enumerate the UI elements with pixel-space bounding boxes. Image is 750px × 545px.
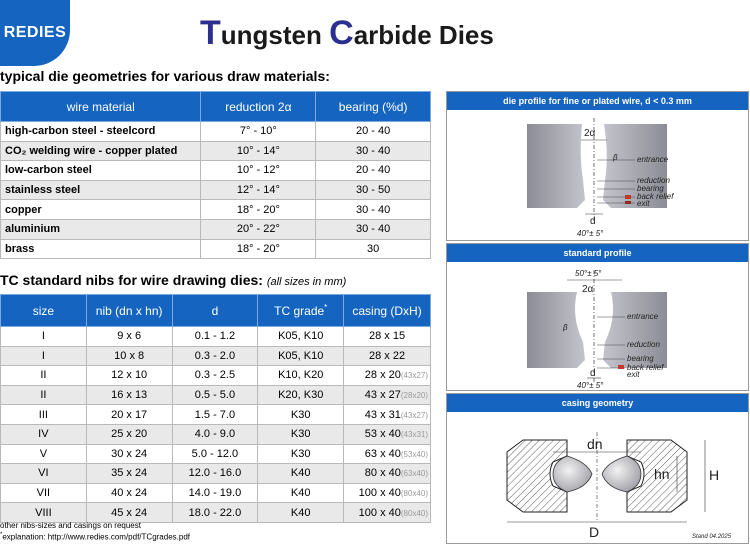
std-top-angle-label: 50°± 5° [575, 269, 602, 278]
header-wire-material: wire material [1, 92, 201, 122]
std-reduction-label: reduction [627, 340, 660, 349]
nibs-heading-note: (all sizes in mm) [266, 276, 347, 288]
casing-value: 43 x 27 [364, 389, 401, 402]
nib-cell: 9 x 6 [86, 327, 172, 347]
casing-alt-value: (28x20) [400, 391, 428, 401]
reduction-cell: 20° - 22° [201, 219, 316, 239]
casing-cell [344, 327, 431, 347]
footnote-other-sizes: other nibs-sizes and casings on request [0, 521, 141, 530]
nib-row [1, 405, 431, 425]
nib-cell: 40 x 24 [86, 483, 172, 503]
std-exit-label: exit [627, 370, 640, 379]
geometry-row [1, 161, 431, 181]
casing-alt-value: (53x40) [400, 449, 428, 459]
nib-row [1, 444, 431, 464]
fine-d-label: d [590, 216, 596, 227]
page-title [200, 14, 494, 53]
wire-material-cell: brass [1, 239, 201, 259]
wire-material-cell: aluminium [1, 219, 201, 239]
casing-alt-value: (80x40) [400, 508, 428, 518]
casing-cell [344, 444, 431, 464]
nib-cell: 25 x 20 [86, 424, 172, 444]
nib-right [602, 456, 641, 492]
header-nib: nib (dn x hn) [86, 295, 172, 327]
nib-cell: 10 x 8 [86, 346, 172, 366]
nib-row [1, 483, 431, 503]
nib-row [1, 346, 431, 366]
bearing-cell: 20 - 40 [316, 122, 431, 142]
die-left-half [527, 124, 585, 208]
d-cell: 0.3 - 2.0 [172, 346, 258, 366]
fine-beta-label: β [613, 153, 618, 162]
std-back-relief-label: back relief [627, 363, 664, 372]
std-d-label: d [590, 368, 596, 379]
d-cell: 0.5 - 5.0 [172, 385, 258, 405]
nibs-heading [0, 272, 346, 288]
fine-profile-title: die profile for fine or plated wire, d < 0.3 mm [447, 92, 748, 110]
bearing-cell: 20 - 40 [316, 161, 431, 181]
fine-entrance-label: entrance [637, 155, 669, 164]
casing-value: 80 x 40 [364, 467, 401, 480]
grade-cell: K05, K10 [258, 346, 344, 366]
std-bearing-label: bearing [627, 354, 654, 363]
hn-label: hn [654, 466, 670, 482]
std-two-alpha-label: 2α [582, 284, 594, 295]
grade-cell: K40 [258, 483, 344, 503]
D-label: D [589, 524, 600, 540]
header-d: d [172, 295, 258, 327]
nibs-heading-text: TC standard nibs for wire drawing dies: [0, 272, 263, 288]
size-cell: III [1, 405, 87, 425]
back-relief-marker [625, 195, 631, 199]
casing-value: 53 x 40 [364, 428, 401, 441]
casing-alt-value: (43x31) [400, 430, 428, 440]
d-cell: 4.0 - 9.0 [172, 424, 258, 444]
std-beta-label: β [563, 323, 568, 332]
size-cell: I [1, 346, 87, 366]
header-reduction: reduction 2α [201, 92, 316, 122]
header-tc-grade [258, 295, 344, 327]
nib-row [1, 424, 431, 444]
exit-marker [625, 201, 631, 204]
casing-value: 100 x 40 [358, 487, 401, 500]
size-cell: VI [1, 464, 87, 484]
fine-wire-profile-panel [446, 91, 749, 241]
bearing-cell: 30 - 40 [316, 219, 431, 239]
d-cell: 14.0 - 19.0 [172, 483, 258, 503]
casing-cell [344, 366, 431, 386]
reduction-cell: 12° - 14° [201, 180, 316, 200]
size-cell: II [1, 366, 87, 386]
bearing-cell: 30 [316, 239, 431, 259]
grade-cell: K30 [258, 424, 344, 444]
geometry-row [1, 180, 431, 200]
casing-value: 100 x 40 [358, 506, 401, 519]
nib-row [1, 464, 431, 484]
fine-exit-angle-label: 40°± 5° [577, 229, 604, 238]
standard-profile-diagram [447, 262, 748, 390]
std-entrance-label: entrance [627, 312, 659, 321]
title-initial-c: C [329, 14, 354, 52]
stand-date-label: Stand 04.2025 [692, 534, 732, 540]
nib-cell: 45 x 24 [86, 503, 172, 523]
geometry-row [1, 219, 431, 239]
casing-geometry-panel [446, 393, 749, 544]
casing-value: 43 x 31 [364, 408, 401, 421]
nib-left [553, 456, 592, 492]
wire-material-cell: stainless steel [1, 180, 201, 200]
size-cell: II [1, 385, 87, 405]
grade-cell: K40 [258, 464, 344, 484]
nib-cell: 16 x 13 [86, 385, 172, 405]
footnote-link[interactable]: explanation: http://www.redies.com/pdf/TCgrades.pdf [2, 532, 190, 542]
size-cell: VIII [1, 503, 87, 523]
dn-label: dn [587, 436, 603, 452]
casing-value: 28 x 15 [369, 330, 406, 343]
geometry-row [1, 239, 431, 259]
casing-diagram [447, 412, 748, 543]
casing-cell [344, 464, 431, 484]
wire-material-cell: high-carbon steel - steelcord [1, 122, 201, 142]
fine-exit-label: exit [637, 199, 650, 208]
bearing-cell: 30 - 40 [316, 200, 431, 220]
grade-cell: K20, K30 [258, 385, 344, 405]
wire-material-cell: copper [1, 200, 201, 220]
redies-logo [0, 0, 70, 66]
grade-cell: K05, K10 [258, 327, 344, 347]
header-size: size [1, 295, 87, 327]
casing-value: 28 x 20 [364, 369, 401, 382]
reduction-cell: 18° - 20° [201, 200, 316, 220]
title-part-1: ungsten [220, 20, 330, 50]
logo-text: REDIES [3, 24, 67, 41]
std-exit-angle-label: 40°± 5° [577, 381, 604, 390]
standard-profile-panel [446, 243, 749, 391]
casing-geometry-title: casing geometry [447, 394, 748, 412]
bearing-cell: 30 - 50 [316, 180, 431, 200]
tc-grade-mark: * [324, 303, 328, 312]
standard-profile-title: standard profile [447, 244, 748, 262]
d-cell: 0.1 - 1.2 [172, 327, 258, 347]
H-label: H [709, 467, 720, 483]
nib-cell: 12 x 10 [86, 366, 172, 386]
size-cell: IV [1, 424, 87, 444]
casing-value: 63 x 40 [364, 447, 401, 460]
grade-cell: K10, K20 [258, 366, 344, 386]
size-cell: VII [1, 483, 87, 503]
fine-back-relief-label: back relief [637, 192, 674, 201]
grade-cell: K40 [258, 503, 344, 523]
fine-profile-diagram [447, 110, 748, 240]
d-cell: 5.0 - 12.0 [172, 444, 258, 464]
casing-value: 28 x 22 [369, 349, 406, 362]
grade-cell: K30 [258, 444, 344, 464]
casing-alt-value: (80x40) [400, 489, 428, 499]
footnote-mark: * [0, 532, 3, 538]
fine-bearing-label: bearing [637, 184, 664, 193]
nib-row [1, 327, 431, 347]
nib-row [1, 503, 431, 523]
tc-grade-label: TC grade [274, 304, 325, 318]
geometry-row [1, 122, 431, 142]
footnote-explanation [0, 532, 190, 542]
nib-cell: 35 x 24 [86, 464, 172, 484]
std-back-relief-marker [618, 365, 624, 369]
size-cell: I [1, 327, 87, 347]
nib-cell: 30 x 24 [86, 444, 172, 464]
geometry-row [1, 200, 431, 220]
d-cell: 12.0 - 16.0 [172, 464, 258, 484]
size-cell: V [1, 444, 87, 464]
standard-die-left [527, 292, 585, 368]
reduction-cell: 10° - 14° [201, 141, 316, 161]
d-cell: 1.5 - 7.0 [172, 405, 258, 425]
casing-cell [344, 503, 431, 523]
wire-material-cell: low-carbon steel [1, 161, 201, 181]
d-cell: 18.0 - 22.0 [172, 503, 258, 523]
reduction-cell: 18° - 20° [201, 239, 316, 259]
fine-reduction-label: reduction [637, 176, 670, 185]
header-casing: casing (DxH) [344, 295, 431, 327]
casing-cell [344, 405, 431, 425]
nib-cell: 20 x 17 [86, 405, 172, 425]
geometry-row [1, 141, 431, 161]
title-initial-t: T [200, 14, 221, 52]
bearing-cell: 30 - 40 [316, 141, 431, 161]
casing-cell [344, 346, 431, 366]
wire-material-cell: CO₂ welding wire - copper plated [1, 141, 201, 161]
nib-row [1, 385, 431, 405]
die-geometry-table [0, 91, 431, 259]
reduction-cell: 10° - 12° [201, 161, 316, 181]
geometry-heading: typical die geometries for various draw materials: [0, 68, 330, 84]
fine-two-alpha-label: 2α [584, 128, 596, 139]
nib-row [1, 366, 431, 386]
nibs-table [0, 294, 431, 523]
grade-cell: K30 [258, 405, 344, 425]
casing-cell [344, 385, 431, 405]
header-bearing: bearing (%d) [316, 92, 431, 122]
casing-alt-value: (63x40) [400, 469, 428, 479]
casing-cell [344, 483, 431, 503]
title-part-2: arbide Dies [353, 20, 494, 50]
casing-alt-value: (43x27) [400, 410, 428, 420]
casing-alt-value: (43x27) [400, 371, 428, 381]
d-cell: 0.3 - 2.5 [172, 366, 258, 386]
casing-cell [344, 424, 431, 444]
reduction-cell: 7° - 10° [201, 122, 316, 142]
